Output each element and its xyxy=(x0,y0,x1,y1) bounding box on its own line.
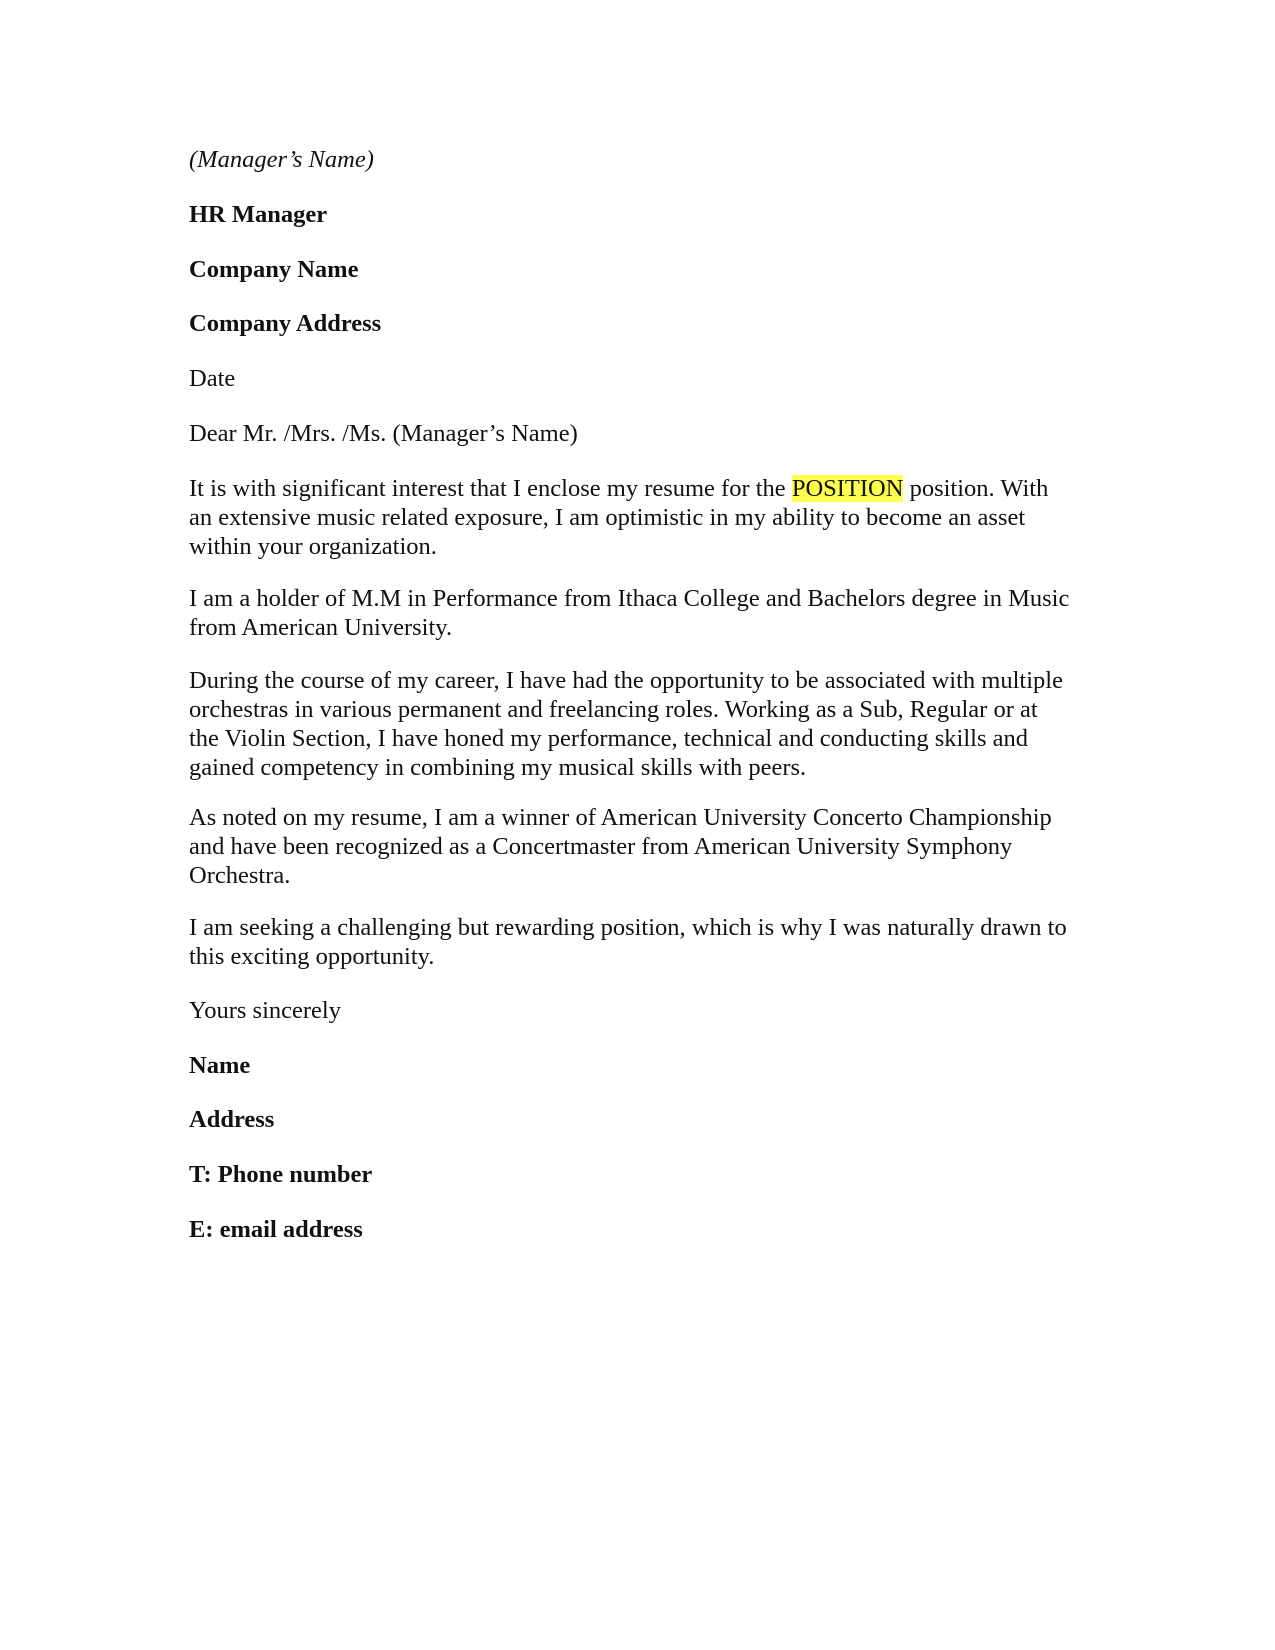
paragraph-3-line: gained competency in combining my musical skills with peers. xyxy=(189,754,807,781)
paragraph-3 xyxy=(189,666,1094,782)
paragraph-2 xyxy=(189,584,1094,642)
paragraph-4-line: As noted on my resume, I am a winner of American University Concerto Championship xyxy=(189,804,1052,831)
signature-phone: T: Phone number xyxy=(189,1161,373,1188)
letter-date: Date xyxy=(189,365,236,392)
company-name: Company Name xyxy=(189,256,359,283)
company-address: Company Address xyxy=(189,310,382,337)
signature-address: Address xyxy=(189,1106,275,1133)
paragraph-2-line: from American University. xyxy=(189,614,453,641)
paragraph-4-line: Orchestra. xyxy=(189,862,291,889)
paragraph-4 xyxy=(189,803,1094,890)
closing: Yours sincerely xyxy=(189,997,341,1024)
p1-text-before: It is with significant interest that I enclose my resume for the xyxy=(189,475,792,502)
p1-text-after: position. With xyxy=(903,475,1049,502)
paragraph-2-line: I am a holder of M.M in Performance from Ithaca College and Bachelors degree in Music xyxy=(189,585,1070,612)
paragraph-5 xyxy=(189,913,1094,971)
paragraph-1-line-1 xyxy=(189,474,1094,503)
paragraph-4-line: and have been recognized as a Concertmaster from American University Symphony xyxy=(189,833,1013,860)
paragraph-5-line: this exciting opportunity. xyxy=(189,943,435,970)
paragraph-3-line: orchestras in various permanent and freelancing roles. Working as a Sub, Regular or at xyxy=(189,696,1038,723)
recipient-title: HR Manager xyxy=(189,201,328,228)
paragraph-1 xyxy=(189,474,1094,561)
paragraph-1-line-3: within your organization. xyxy=(189,533,437,560)
salutation: Dear Mr. /Mrs. /Ms. (Manager’s Name) xyxy=(189,420,578,447)
paragraph-3-line: the Violin Section, I have honed my performance, technical and conducting skills and xyxy=(189,725,1029,752)
signature-email: E: email address xyxy=(189,1216,363,1243)
signature-name: Name xyxy=(189,1052,251,1079)
paragraph-1-line-2: an extensive music related exposure, I am optimistic in my ability to become an asset xyxy=(189,504,1026,531)
paragraph-5-line: I am seeking a challenging but rewarding position, which is why I was naturally drawn to xyxy=(189,914,1067,941)
paragraph-3-line: During the course of my career, I have had the opportunity to be associated with multiple xyxy=(189,667,1063,694)
manager-name: (Manager’s Name) xyxy=(189,146,374,173)
letter-page xyxy=(189,0,1089,1650)
position-highlight: POSITION xyxy=(791,475,904,502)
